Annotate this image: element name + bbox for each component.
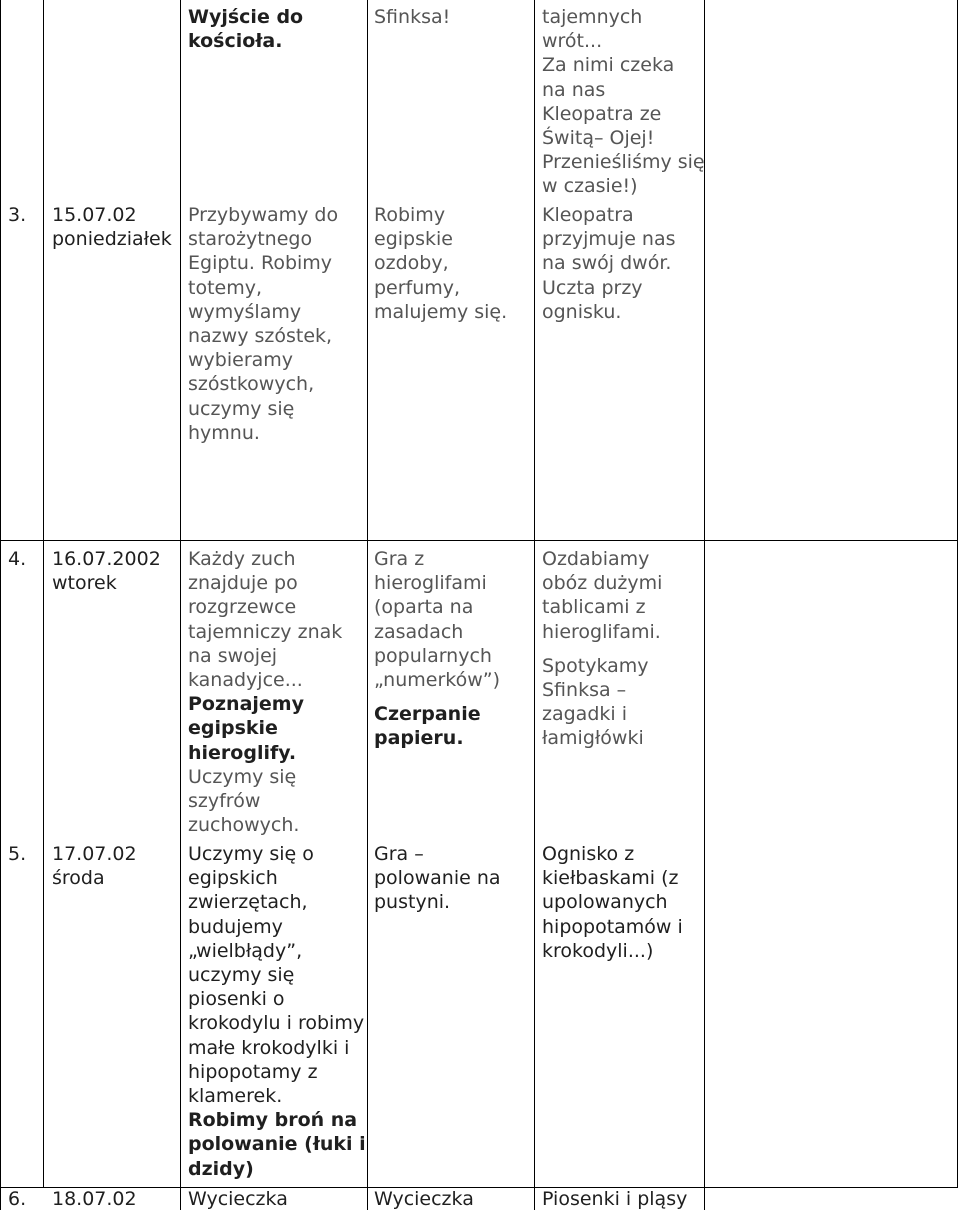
text-line: zwierzętach,: [188, 891, 308, 914]
text-line: perfumy,: [374, 276, 461, 299]
program-cell: [374, 5, 450, 29]
text-line: Robimy broń na: [188, 1109, 358, 1132]
text-line: Ozdabiamy: [542, 548, 650, 570]
text-line: Za nimi czeka: [542, 54, 675, 77]
text-line: zagadki i: [542, 703, 627, 726]
text-line: polowanie na: [374, 867, 501, 890]
row-number: 3.: [8, 204, 27, 226]
text-line: zuchowych.: [188, 814, 300, 837]
text-line: uczymy się: [188, 397, 295, 420]
text-line: egipskich: [188, 867, 278, 890]
text-line: Poznajemy: [188, 693, 304, 716]
text-line: małe krokodylki i: [188, 1036, 350, 1059]
activity-cell: [188, 547, 342, 837]
text-line: kiełbaskami (z: [542, 867, 679, 890]
text-line: hieroglifami: [374, 572, 487, 595]
activity-cell: [188, 842, 366, 1181]
text-line: krokodylu i robimy: [188, 1012, 365, 1035]
text-line: wymyślamy: [188, 300, 302, 323]
text-line: egipskie: [374, 228, 453, 251]
text-line: Wyjście do: [188, 6, 304, 28]
evening-cell: [542, 5, 705, 199]
text-line: pustyni.: [374, 891, 451, 914]
activity-cell: [188, 203, 338, 445]
row-number: 5.: [8, 843, 27, 865]
text-line: totemy,: [188, 276, 263, 299]
evening-cell: [542, 203, 676, 324]
text-line: upolowanych: [542, 891, 668, 914]
text-line: krokodyli...): [542, 939, 654, 962]
text-line: rozgrzewce: [188, 596, 297, 619]
program-cell: [374, 547, 500, 751]
text-line: Uczymy się o: [188, 843, 314, 865]
row-number: 4.: [8, 548, 27, 570]
text-line: piosenki o: [188, 988, 285, 1011]
date-line: 16.07.2002: [52, 548, 161, 570]
weekday-line: środa: [52, 867, 105, 890]
text-line: malujemy się.: [374, 300, 508, 323]
text-line: Gra –: [374, 843, 424, 865]
text-line: nazwy szóstek,: [188, 325, 333, 348]
date-cell: [52, 203, 172, 251]
text-line: papieru.: [374, 727, 464, 750]
evening-cell: Piosenki i pląsy: [542, 1188, 688, 1210]
text-line: łamigłówki: [542, 727, 644, 750]
text-line: polowanie (łuki i: [188, 1133, 366, 1156]
text-line: hipopotamy z: [188, 1060, 318, 1083]
text-line: dzidy): [188, 1157, 254, 1180]
text-line: tajemniczy znak: [188, 620, 343, 643]
text-line: wrót...: [542, 30, 603, 53]
text-line: budujemy: [188, 915, 283, 938]
text-line: Przenieśliśmy się: [542, 151, 705, 174]
text-line: tajemnych: [542, 6, 643, 28]
text-line: Egiptu. Robimy: [188, 252, 333, 275]
date-line: 17.07.02: [52, 843, 137, 865]
text-line: przyjmuje nas: [542, 228, 676, 251]
text-line: na nas: [542, 78, 606, 101]
row-number: 6.: [8, 1188, 27, 1210]
text-line: Spotykamy: [542, 654, 649, 677]
text-line: klamerek.: [188, 1085, 283, 1108]
program-cell: Wycieczka: [374, 1188, 474, 1210]
text-line: Ognisko z: [542, 843, 635, 865]
activity-cell: Wycieczka: [188, 1188, 288, 1210]
text-line: w czasie!): [542, 175, 638, 198]
text-line: szyfrów: [188, 790, 261, 813]
evening-cell: [542, 842, 683, 963]
text-line: Przybywamy do: [188, 204, 339, 226]
text-line: Uczta przy: [542, 276, 643, 299]
text-line: ognisku.: [542, 300, 622, 323]
text-line: starożytnego: [188, 228, 313, 251]
date-cell: [52, 547, 161, 595]
text-line: kościoła.: [188, 30, 283, 53]
activity-cell: [188, 5, 303, 53]
text-line: uczymy się: [188, 964, 295, 987]
text-line: egipskie: [188, 717, 278, 740]
text-line: „numerków”): [374, 669, 501, 692]
text-line: Sfinksa!: [374, 6, 451, 28]
program-cell: [374, 203, 507, 324]
weekday-line: poniedziałek: [52, 228, 172, 251]
text-line: Świtą– Ojej!: [542, 127, 655, 150]
text-line: Czerpanie: [374, 703, 481, 726]
text-line: popularnych: [374, 644, 492, 667]
text-line: hipopotamów i: [542, 915, 683, 938]
text-line: Robimy: [374, 204, 446, 226]
text-line: kanadyjce...: [188, 669, 303, 692]
date-cell: [52, 842, 137, 890]
text-line: zasadach: [374, 620, 464, 643]
text-line: na swój dwór.: [542, 252, 672, 275]
text-line: hymnu.: [188, 421, 260, 444]
text-line: obóz dużymi: [542, 572, 663, 595]
weekday-line: wtorek: [52, 572, 117, 595]
text-line: znajduje po: [188, 572, 298, 595]
text-line: na swojej: [188, 644, 278, 667]
text-line: Kleopatra: [542, 204, 634, 226]
text-line: hieroglify.: [188, 741, 297, 764]
text-line: hieroglifami.: [542, 620, 661, 643]
text-line: szóstkowych,: [188, 373, 315, 396]
text-line: Każdy zuch: [188, 548, 296, 570]
text-line: tablicami z: [542, 596, 646, 619]
text-line: Gra z: [374, 548, 425, 570]
text-line: ozdoby,: [374, 252, 449, 275]
text-line: wybieramy: [188, 349, 294, 372]
text-line: Sfinksa –: [542, 679, 627, 702]
text-line: (oparta na: [374, 596, 474, 619]
text-line: Uczymy się: [188, 765, 297, 788]
program-cell: [374, 842, 501, 915]
date-line: 15.07.02: [52, 204, 137, 226]
date-cell: 18.07.02: [52, 1188, 137, 1210]
text-line: Kleopatra ze: [542, 102, 662, 125]
evening-cell: [542, 547, 662, 751]
text-line: „wielbłądy”,: [188, 939, 303, 962]
